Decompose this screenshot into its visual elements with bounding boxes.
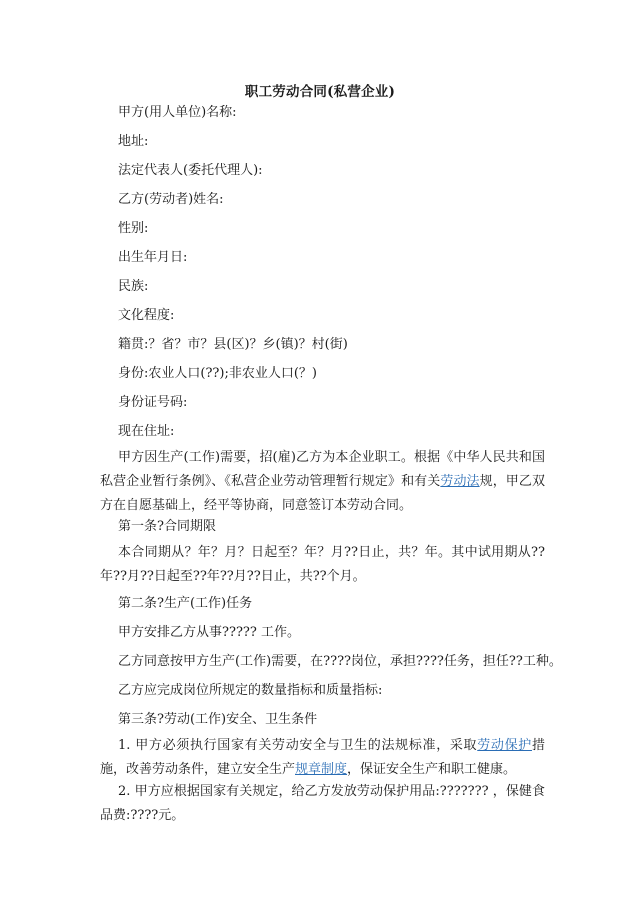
intro-paragraph xyxy=(100,446,545,518)
field-current-address: 现在住址: xyxy=(118,424,175,439)
field-id-number: 身份证号码: xyxy=(118,395,188,410)
field-identity: 身份:农业人口(??);非农业人口(？) xyxy=(118,366,317,381)
article-3-item-2: 2. 甲方应根据国家有关规定，给乙方发放劳动保护用品:??????? ，保健食品费:????元。 xyxy=(100,784,545,823)
article-2-assignment: 乙方同意按甲方生产(工作)需要，在????岗位，承担????任务，担任??工种。 xyxy=(118,654,562,669)
intro-text-1: 甲方因生产(工作)需要，招(雇)乙方为本企业职工。根据《中华人民共和国私营企业暂行条例》、《私营企业劳动管理暂行规定》和有关 xyxy=(100,450,545,489)
field-employer-name: 甲方(用人单位)名称: xyxy=(118,105,237,120)
field-education: 文化程度: xyxy=(118,308,175,323)
rules-regulations-link[interactable]: 规章制度 xyxy=(295,762,348,777)
article-3-item-1 xyxy=(100,734,545,782)
article-2-heading: 第二条?生产(工作)任务 xyxy=(118,596,253,611)
labor-law-link[interactable]: 劳动法 xyxy=(440,474,480,489)
item-1-text-2: 措施，改善劳动条件，建立安全生产 xyxy=(100,738,545,777)
field-legal-representative: 法定代表人(委托代理人): xyxy=(118,163,263,178)
document-title: 职工劳动合同(私营企业) xyxy=(244,84,396,100)
intro-text-2: 规，甲乙双方在自愿基础上，经平等协商，同意签订本劳动合同。 xyxy=(100,474,545,513)
article-3-heading: 第三条?劳动(工作)安全、卫生条件 xyxy=(118,712,318,727)
field-address: 地址: xyxy=(118,134,149,149)
field-employee-name: 乙方(劳动者)姓名: xyxy=(118,192,224,207)
item-1-text-1: 1. 甲方必须执行国家有关劳动安全与卫生的法规标准，采取 xyxy=(118,738,478,753)
field-ethnicity: 民族: xyxy=(118,279,149,294)
field-native-place: 籍贯:？省？市？县(区)？乡(镇)？村(街) xyxy=(118,337,348,352)
article-1-heading: 第一条?合同期限 xyxy=(118,519,216,534)
labor-protection-link[interactable]: 劳动保护 xyxy=(477,738,532,753)
article-2-task: 甲方安排乙方从事????? 工作。 xyxy=(118,625,300,640)
item-1-text-3: ，保证安全生产和职工健康。 xyxy=(347,762,517,777)
article-2-quota: 乙方应完成岗位所规定的数量指标和质量指标: xyxy=(118,683,383,698)
field-birthdate: 出生年月日: xyxy=(118,250,188,265)
field-gender: 性别: xyxy=(118,221,149,236)
article-1-body: 本合同期从？年？月？日起至？年？月??日止，共？年。其中试用期从??年??月??日起至??年??月??日止，共??个月。 xyxy=(100,545,545,584)
